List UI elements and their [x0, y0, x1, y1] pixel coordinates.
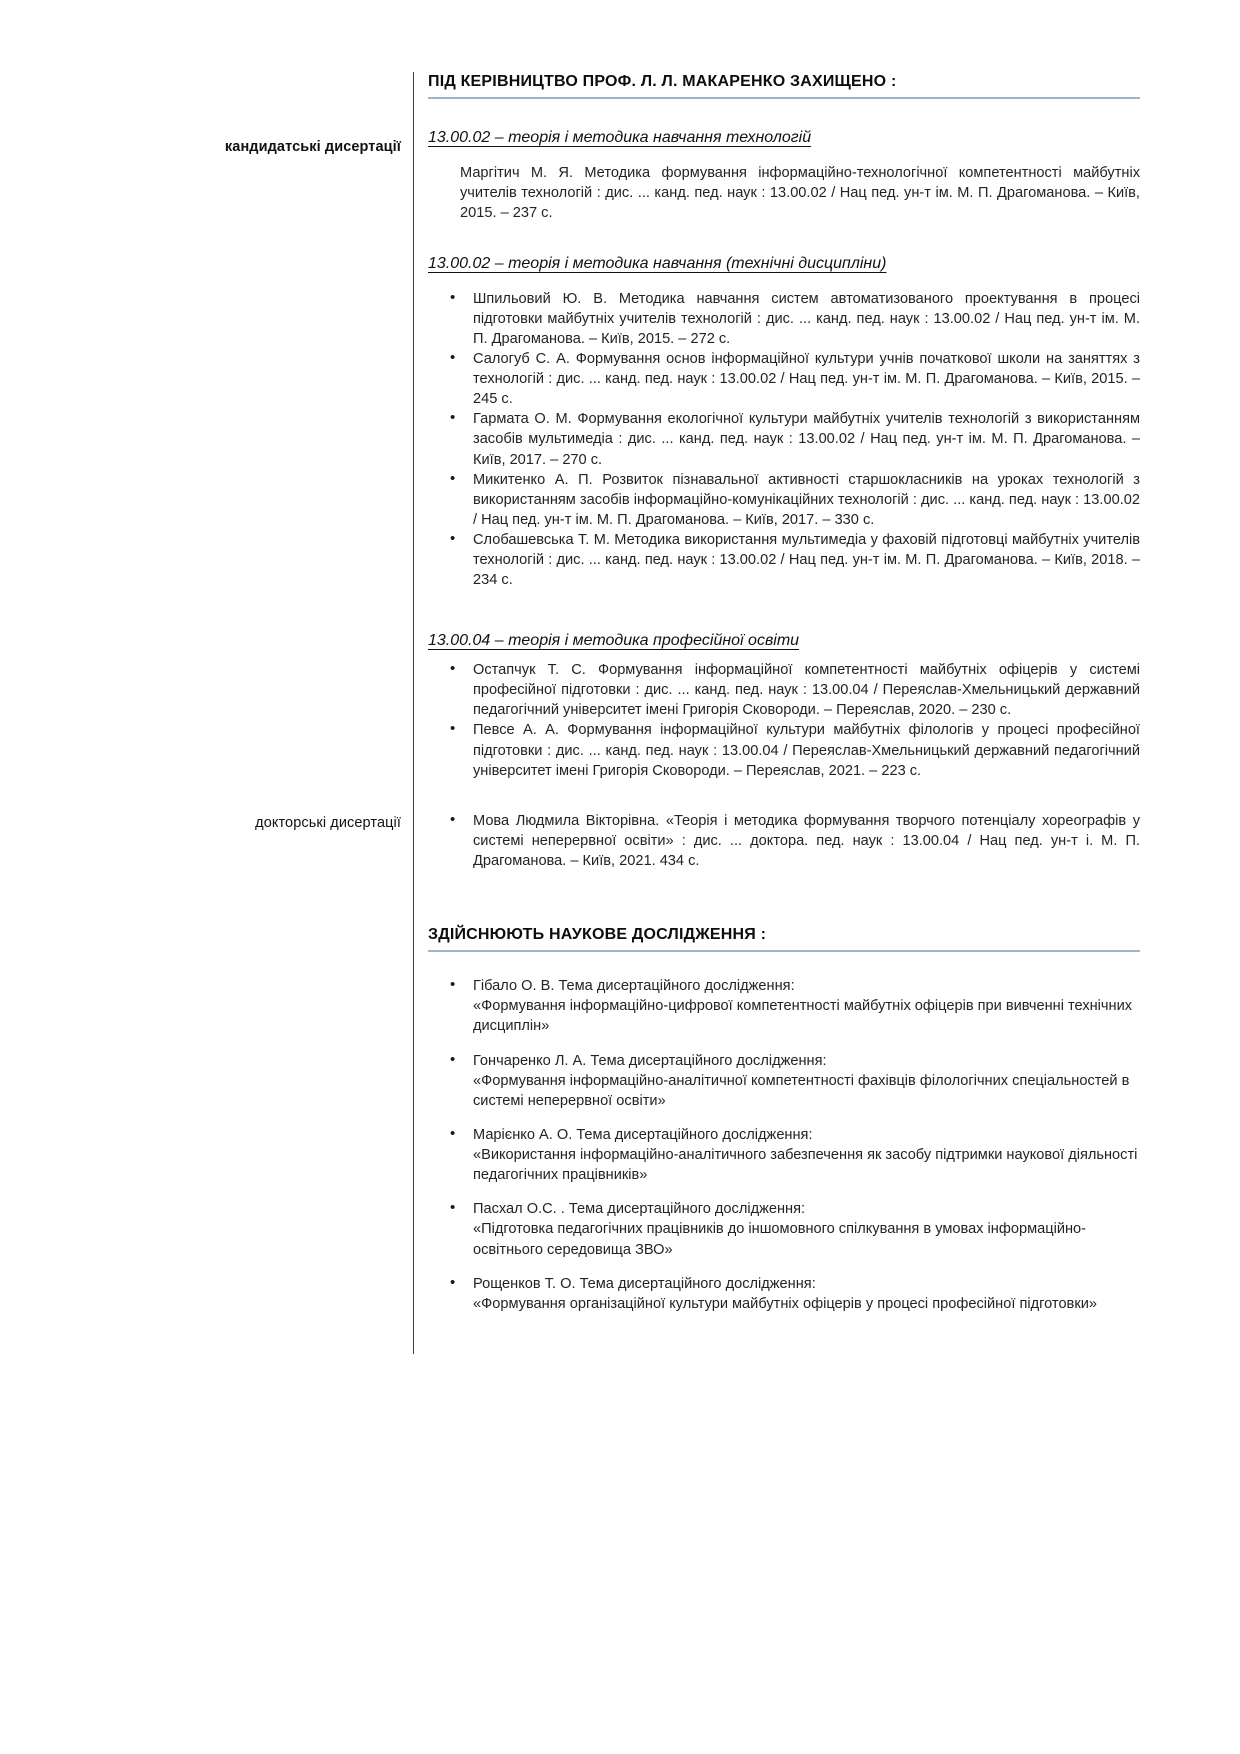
ongoing-topic: «Використання інформаційно-аналітичного забезпечення як засобу підтримки наукової діяльності педагогічних працівників»	[473, 1147, 1138, 1184]
subsection-heading-2: 13.00.02 – теорія і методика навчання (технічні дисципліни)	[428, 254, 887, 272]
list-item: • Слобашевська Т. М. Методика використання мультимедіа у фаховій підготовці майбутніх учителів технологій : дис. ... канд. пед. наук : 13.00.02 / Нац пед. ун-т ім. М. П. Драгоманова. – Київ, 2018. – 234 с.	[428, 530, 1140, 590]
label-candidate-dissertations: кандидатські дисертації	[224, 139, 401, 155]
list-item: • Микитенко А. П. Розвиток пізнавальної активності старшокласників на уроках технологій з використанням засобів інформаційно-комунікаційних технологій : дис. ... канд. пед. наук : 13.00.02 / Нац пед. ун-т ім. М. П. Драгоманова. – Київ, 2017. – 330 с.	[428, 470, 1140, 530]
gutter-cell-candidate	[100, 105, 413, 781]
ongoing-topic: «Формування організаційної культури майбутніх офіцерів у процесі професійної підготовки»	[473, 1295, 1097, 1312]
document-grid	[100, 72, 1140, 1354]
section-title-defended: ПІД КЕРІВНИЦТВО ПРОФ. Л. Л. МАКАРЕНКО ЗАХИЩЕНО :	[428, 72, 1140, 99]
ongoing-author: Гончаренко Л. А. Тема дисертаційного дослідження:	[473, 1052, 827, 1069]
content-cell-ongoing-title	[413, 871, 1140, 958]
entry-list-technical-disciplines	[428, 289, 1140, 591]
ongoing-topic: «Формування інформаційно-цифрової компетентності майбутніх офіцерів при вивченні технічних дисциплін»	[473, 998, 1133, 1035]
entry-list-ongoing	[428, 976, 1140, 1314]
gutter-cell-empty-2	[100, 871, 413, 958]
entry-list-doctoral	[428, 811, 1140, 871]
entry-margitych: Маргітич М. Я. Методика формування інформаційно-технологічної компетентності майбутніх учителів технологій : дис. ... канд. пед. наук : 13.00.02 / Нац пед. ун-т ім. М. П. Драгоманова. – Київ, 2015. – 237 с.	[460, 164, 1140, 221]
list-item	[428, 1274, 1140, 1314]
list-item	[428, 1125, 1140, 1185]
section-title-ongoing: ЗДІЙСНЮЮТЬ НАУКОВЕ ДОСЛІДЖЕННЯ :	[428, 925, 1140, 952]
gutter-cell-empty-1	[100, 72, 413, 105]
ongoing-topic: «Підготовка педагогічних працівників до іншомовного спілкування в умовах інформаційно-освітнього середовища ЗВО»	[473, 1221, 1087, 1258]
ongoing-author: Марієнко А. О. Тема дисертаційного дослідження:	[473, 1126, 813, 1143]
content-cell-doctoral	[413, 781, 1140, 871]
ongoing-author: Рощенков Т. О. Тема дисертаційного дослідження:	[473, 1275, 816, 1292]
gutter-cell-doctoral	[100, 781, 413, 871]
content-cell-ongoing-list	[413, 958, 1140, 1354]
ongoing-author: Гібало О. В. Тема дисертаційного дослідження:	[473, 978, 795, 995]
list-item: • Остапчук Т. С. Формування інформаційної компетентності майбутніх офіцерів у системі професійної підготовки : дис. ... канд. пед. наук : 13.00.04 / Переяслав-Хмельницький державний педагогічний університет імені Григорія Сковороди. – Переяслав, 2020. – 230 с.	[428, 660, 1140, 720]
entry-list-prof-education	[428, 660, 1140, 781]
ongoing-topic: «Формування інформаційно-аналітичної компетентності фахівців філологічних спеціальностей в системі неперервної освіти»	[473, 1072, 1130, 1109]
subsection-heading-1: 13.00.02 – теорія і методика навчання технологій	[428, 129, 812, 146]
list-item: • Гармата О. М. Формування екологічної культури майбутніх учителів технологій з використанням засобів мультимедіа : дис. ... канд. пед. наук : 13.00.02 / Нац пед. ун-т ім. М. П. Драгоманова. – Київ, 2017. – 270 с.	[428, 409, 1140, 469]
list-item	[428, 1199, 1140, 1259]
subsection-heading-3: 13.00.04 – теорія і методика професійної освіти	[428, 632, 800, 650]
list-item	[428, 1051, 1140, 1111]
content-cell-body	[413, 105, 1140, 781]
list-item	[428, 976, 1140, 1036]
gutter-cell-empty-3	[100, 958, 413, 1354]
ongoing-author: Пасхал О.С. . Тема дисертаційного дослідження:	[473, 1201, 806, 1218]
content-cell-defended-title	[413, 72, 1140, 105]
list-item: • Мова Людмила Вікторівна. «Теорія і методика формування творчого потенціалу хореографів у системі неперервної освіти» : дис. ... доктора. пед. наук : 13.00.04 / Нац пед. ун-т і. М. П. Драгоманова. – Київ, 2021. 434 с.	[428, 811, 1140, 871]
label-doctoral-dissertations: докторські дисертації	[255, 814, 401, 831]
list-item: • Шпильовий Ю. В. Методика навчання систем автоматизованого проектування в процесі підготовки майбутніх учителів технологій : дис. ... канд. пед. наук : 13.00.02 / Нац пед. ун-т ім. М. П. Драгоманова. – Київ, 2015. – 272 с.	[428, 289, 1140, 349]
list-item: • Салогуб С. А. Формування основ інформаційної культури учнів початкової школи на заняттях з технологій : дис. ... канд. пед. наук : 13.00.02 / Нац пед. ун-т ім. М. П. Драгоманова. – Київ, 2015. – 245 с.	[428, 349, 1140, 409]
list-item: • Певсе А. А. Формування інформаційної культури майбутніх філологів у процесі професійної підготовки : дис. ... канд. пед. наук : 13.00.04 / Переяслав-Хмельницький державний педагогічний університет імені Григорія Сковороди. – Переяслав, 2021. – 223 с.	[428, 720, 1140, 780]
